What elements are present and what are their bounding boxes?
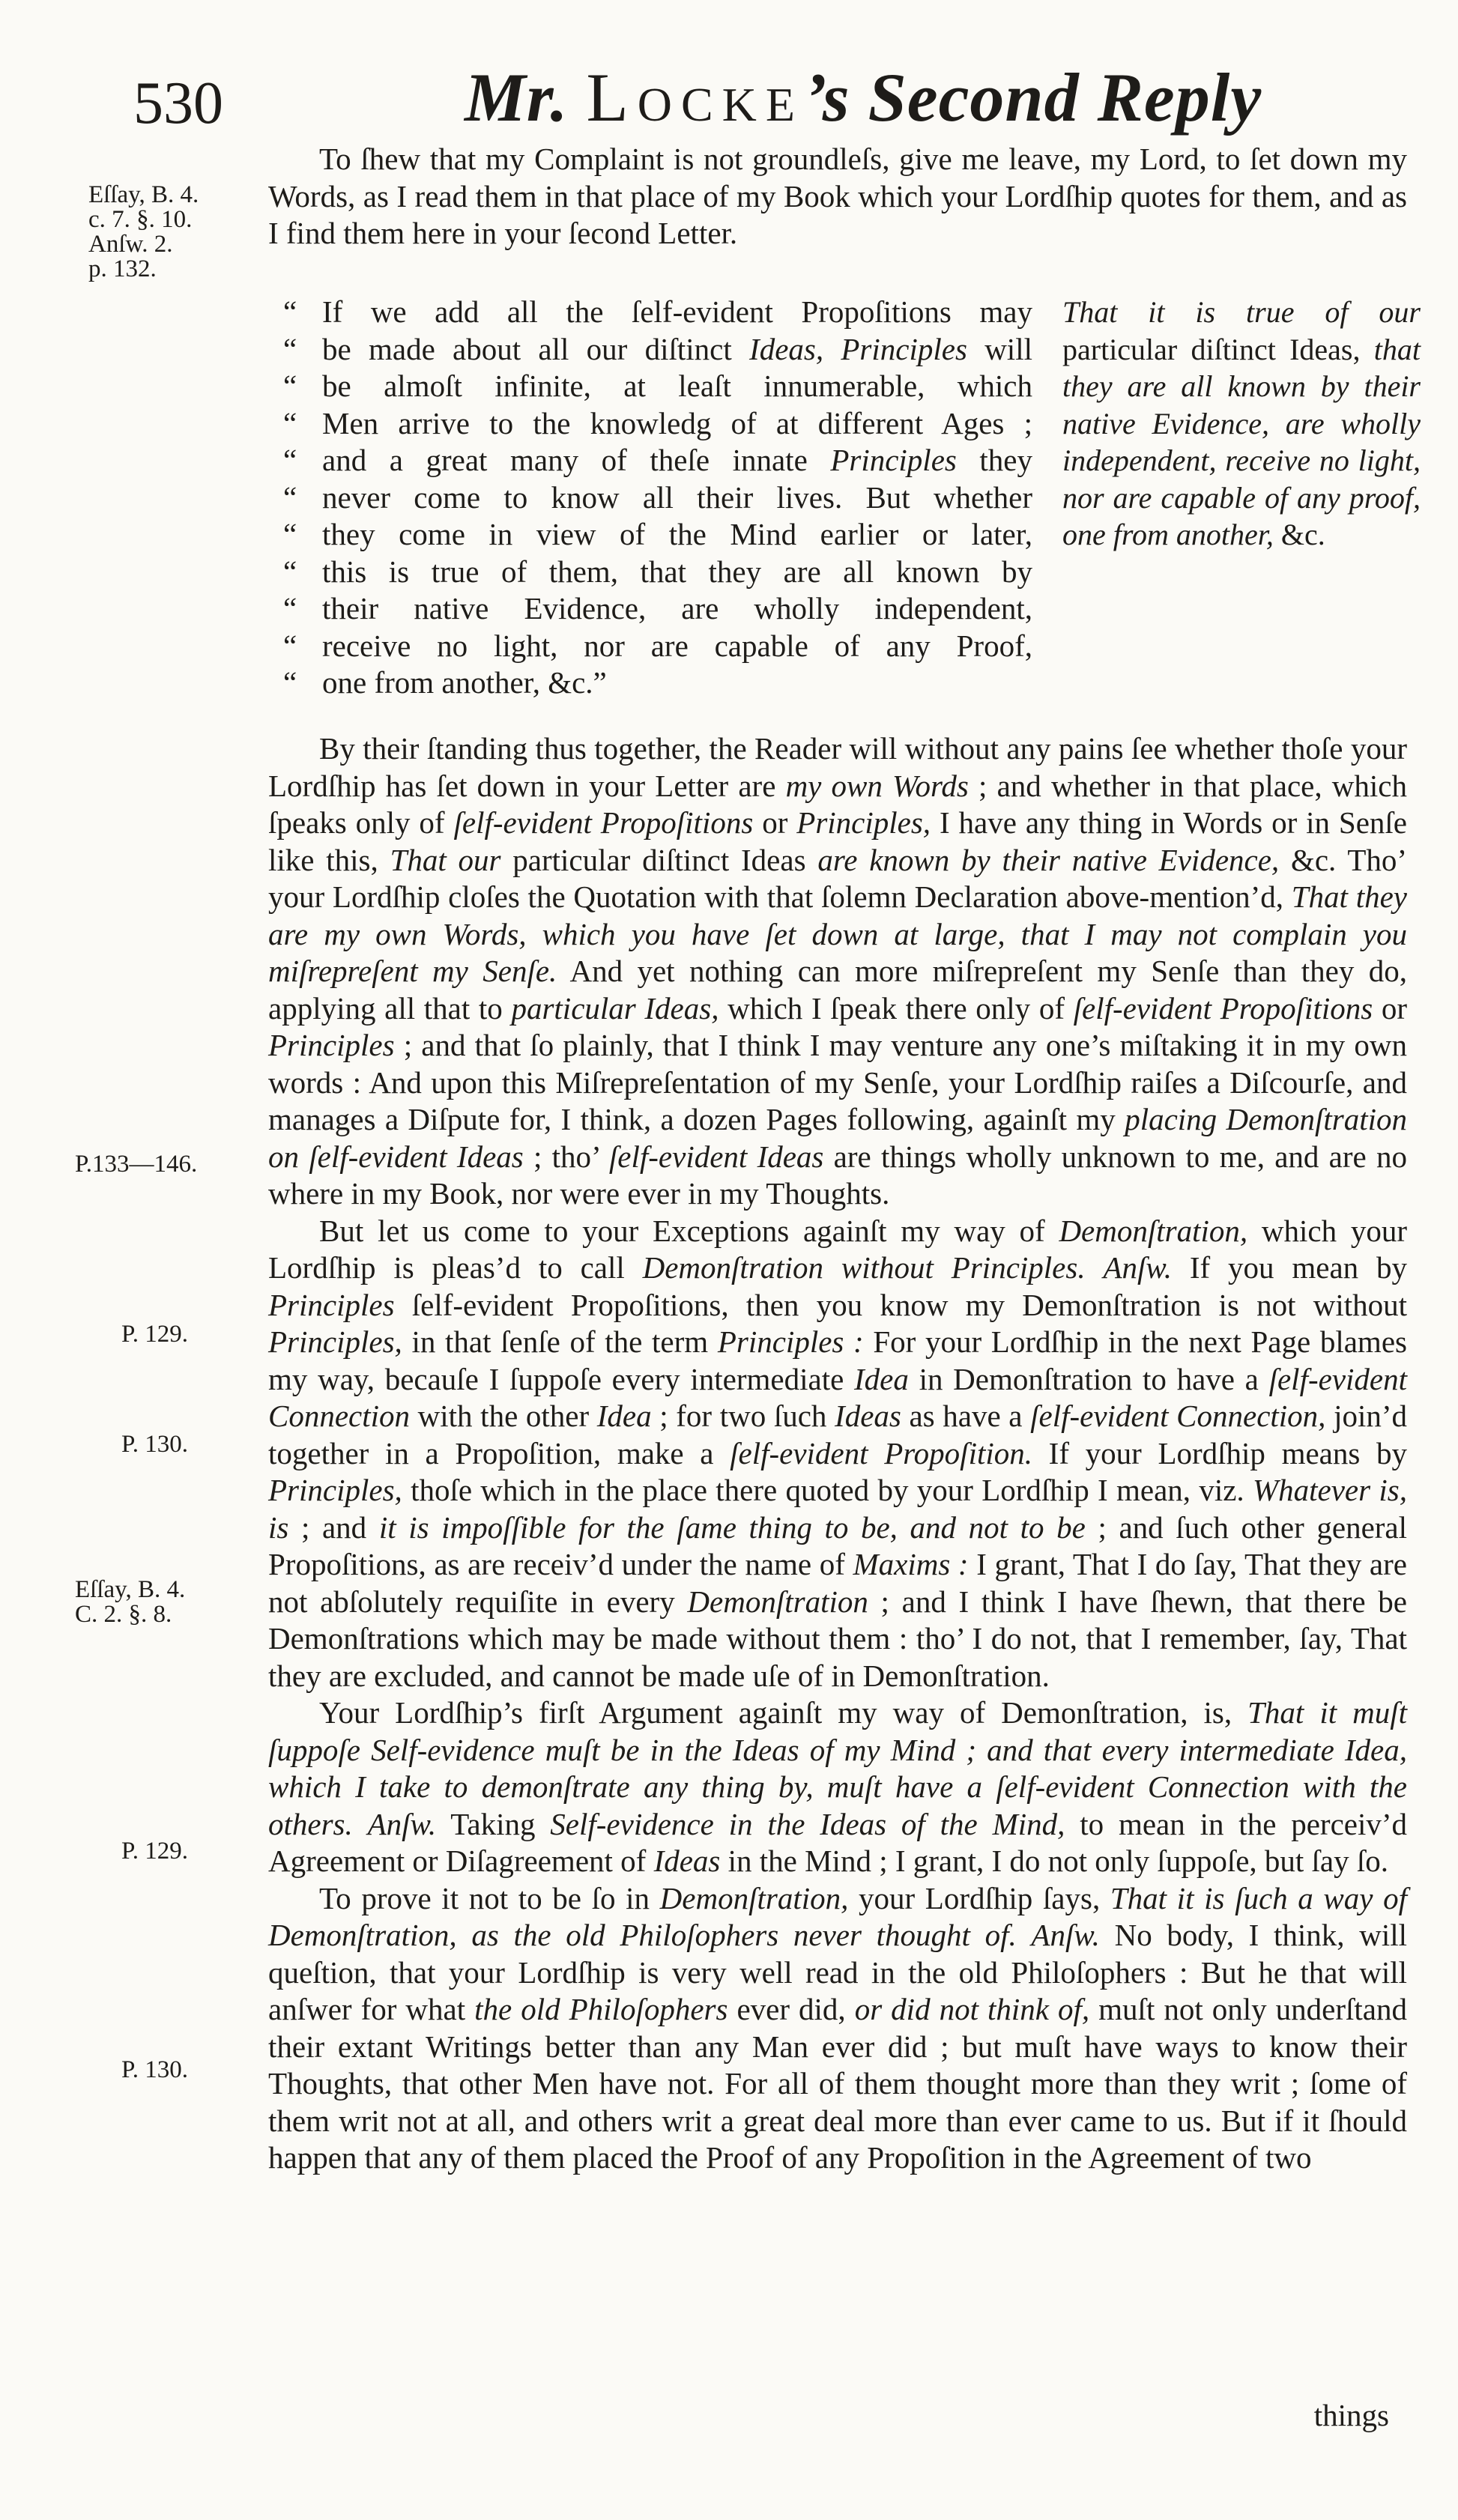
quote-line bbox=[283, 368, 1032, 405]
quote-line-text: If we add all the ſelf-evident Propoſitions may bbox=[322, 294, 1032, 329]
page-number: 530 bbox=[133, 70, 223, 136]
quote-line-text: receive no light, nor are capable of any Proof, bbox=[322, 628, 1032, 663]
running-head bbox=[465, 61, 1262, 134]
quote-mark: “ bbox=[283, 591, 297, 626]
quote-mark: “ bbox=[283, 517, 297, 551]
side-quotation: That it is true of our particular diſtinct Ideas, that they are all known by their native Evidence, are wholly independent, receive no light, nor are capable of any proof, one from another, &c. bbox=[1062, 295, 1421, 551]
running-head-suffix: ’s Second Reply bbox=[803, 59, 1262, 136]
quote-line bbox=[283, 405, 1032, 443]
quote-line-text: one from another, &c.” bbox=[322, 665, 607, 700]
quote-mark: “ bbox=[283, 331, 297, 366]
quote-line bbox=[283, 554, 1032, 591]
margin-note-page-ref: P. 130. bbox=[121, 2056, 188, 2083]
paragraph: Your Lordſhip’s firſt Argument againſt my way of Demonſtration, is, That it muſt ſuppoſe Self-evidence muſt be in the Ideas of my Mind ; and that every intermediate Idea, which I take to demonſtrate any thing by, muſt have a ſelf-evident Connection with the others. Anſw. Taking Self-evidence in the Ideas of the Mind, to mean in the perceiv’d Agreement or Diſagreement of Ideas in the Mind ; I grant, I do not only ſuppoſe, but ſay ſo. bbox=[268, 1695, 1408, 1878]
quote-mark: “ bbox=[283, 405, 297, 440]
quote-line bbox=[283, 590, 1032, 628]
quote-mark: “ bbox=[283, 628, 297, 663]
quote-line-text: be made about all our diſtinct Ideas, Principles will bbox=[322, 331, 1032, 366]
quote-mark: “ bbox=[283, 443, 297, 477]
quote-line-text: Men arrive to the knowledg of at different Ages ; bbox=[322, 405, 1032, 440]
quote-mark: “ bbox=[283, 369, 297, 403]
margin-note-page-ref: P.133—146. bbox=[75, 1151, 198, 1178]
quote-line bbox=[283, 628, 1032, 665]
intro-text: To ſhew that my Complaint is not groundleſs, give me leave, my Lord, to ſet down my Words, as I read them in that place of my Book which your Lordſhip quotes for them, and as I find them here in your ſecond Letter. bbox=[268, 142, 1407, 250]
quote-line bbox=[283, 516, 1032, 554]
running-head-prefix: Mr. bbox=[465, 59, 587, 136]
quote-line bbox=[283, 479, 1032, 517]
paragraph: By their ſtanding thus together, the Reader will without any pains ſee whether thoſe your Lordſhip has ſet down in your Letter are my own Words ; and whether in that place, which ſpeaks only of ſelf-evident Propoſitions or Principles, I have any thing in Words or in Senſe like this, That our particular diſtinct Ideas are known by their native Evidence, &c. Tho’ your Lordſhip cloſes the Quotation with that ſolemn Declaration above-mention’d, That they are my own Words, which you have ſet down at large, that I may not complain you miſrepreſent my Senſe. And yet nothing can more miſrepreſent my Senſe than they do, applying all that to particular Ideas, which I ſpeak there only of ſelf-evident Propoſitions or Principles ; and that ſo plainly, that I think I may venture any one’s miſtaking it in my own words : And upon this Miſrepreſentation of my Senſe, your Lordſhip raiſes a Diſcourſe, and manages a Diſpute for, I think, a dozen Pages following, againſt my placing Demonſtration on ſelf-evident Ideas ; tho’ ſelf-evident Ideas are things wholly unknown to me, and are no where in my Book, nor were ever in my Thoughts. bbox=[268, 731, 1408, 1211]
catchword: things bbox=[1313, 2398, 1389, 2432]
margin-note-essay-ref: Eſſay, B. 4. c. 7. §. 10. Anſw. 2. p. 132. bbox=[88, 181, 199, 282]
block-quotation bbox=[283, 294, 1032, 702]
margin-note-essay-ref: Eſſay, B. 4. C. 2. §. 8. bbox=[75, 1576, 186, 1628]
paragraph: But let us come to your Exceptions againſt my way of Demonſtration, which your Lordſhip is pleas’d to call Demonſtration without Principles. Anſw. If you mean by Principles ſelf-evident Propoſitions, then you know my Demonſtration is not without Principles, in that ſenſe of the term Principles : For your Lordſhip in the next Page blames my way, becauſe I ſuppoſe every intermediate Idea in Demonſtration to have a ſelf-evident Connection with the other Idea ; for two ſuch Ideas as have a ſelf-evident Connection, join’d together in a Propoſition, make a ſelf-evident Propoſition. If your Lordſhip means by Principles, thoſe which in the place there quoted by your Lordſhip I mean, viz. Whatever is, is ; and it is impoſſible for the ſame thing to be, and not to be ; and ſuch other general Propoſitions, as are receiv’d under the name of Maxims : I grant, That I do ſay, That they are not abſolutely requiſite in every Demonſtration ; and I think I have ſhewn, that there be Demonſtrations which may be made without them : tho’ I do not, that I remember, ſay, That they are excluded, and cannot be made uſe of in Demonſtration. bbox=[268, 1213, 1408, 1693]
margin-note-page-ref: P. 129. bbox=[121, 1321, 188, 1348]
quote-line-text: they come in view of the Mind earlier or later, bbox=[322, 517, 1032, 551]
margin-note-page-ref: P. 129. bbox=[121, 1838, 188, 1865]
quote-line-text: and a great many of theſe innate Principles they bbox=[322, 443, 1033, 477]
quote-mark: “ bbox=[283, 665, 297, 700]
quote-mark: “ bbox=[283, 479, 297, 515]
margin-note-page-ref: P. 130. bbox=[121, 1431, 188, 1458]
quote-line bbox=[283, 664, 1032, 702]
body-text bbox=[268, 730, 1407, 2177]
running-head-name: Locke bbox=[586, 59, 804, 136]
quote-mark: “ bbox=[283, 554, 297, 589]
paragraph: To prove it not to be ſo in Demonſtration, your Lordſhip ſays, That it is ſuch a way of Demonſtration, as the old Philoſophers never thought of. Anſw. No body, I think, will queſtion, that your Lordſhip is very well read in the old Philoſophers : But he that will anſwer for what the old Philoſophers ever did, or did not think of, muſt not only underſtand their extant Writings better than any Man ever did ; but muſt have ways to know their Thoughts, that other Men have not. For all of them thought more than they writ ; ſome of them writ not at all, and others writ a great deal more than ever came to us. But if it ſhould happen that any of them placed the Proof of any Propoſition in the Agreement of two bbox=[268, 1880, 1408, 2175]
quote-line-text: this is true of them, that they are all known by bbox=[322, 554, 1032, 589]
quote-line-text: never come to know all their lives. But whether bbox=[322, 479, 1032, 515]
quote-line-text: their native Evidence, are wholly independent, bbox=[322, 591, 1032, 626]
intro-paragraph bbox=[268, 141, 1407, 252]
quote-line bbox=[283, 442, 1032, 479]
quote-line bbox=[283, 294, 1032, 331]
quote-line-text: be almoſt infinite, at leaſt innumerable, which bbox=[322, 369, 1032, 403]
quote-mark: “ bbox=[283, 294, 297, 329]
quote-line bbox=[283, 331, 1032, 369]
